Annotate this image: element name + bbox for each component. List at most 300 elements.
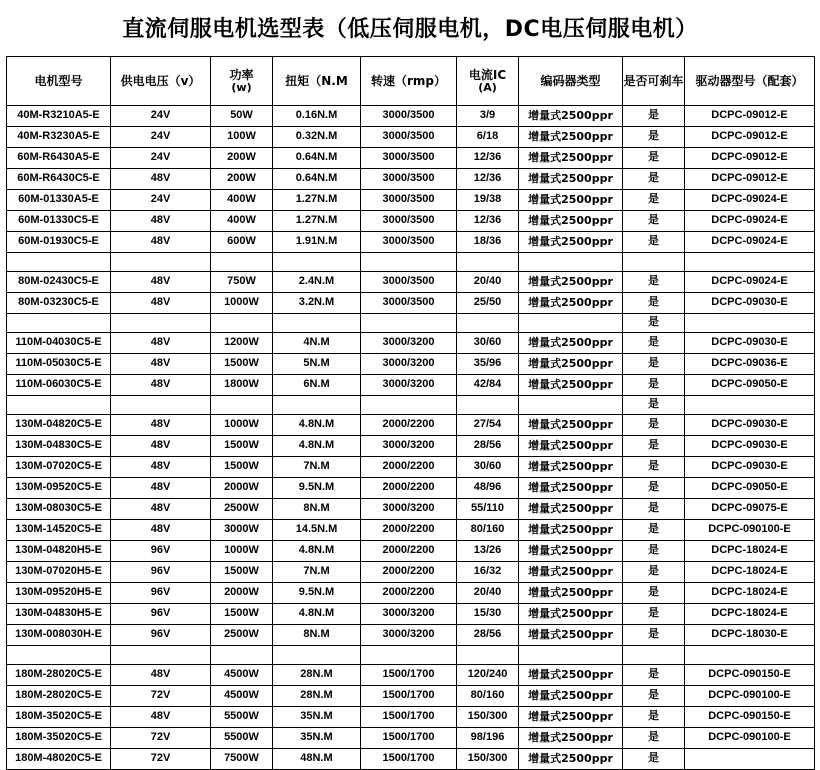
- cell-driver: DCPC-09075-E: [685, 499, 815, 520]
- cell-encoder: 增量式2500ppr: [519, 436, 623, 457]
- cell-model: 180M-35020C5-E: [7, 728, 111, 749]
- cell-speed: [361, 396, 457, 415]
- cell-encoder: 增量式2500ppr: [519, 707, 623, 728]
- cell-torque: 8N.M: [273, 499, 361, 520]
- cell-power: 2500W: [211, 625, 273, 646]
- cell-power: 2000W: [211, 583, 273, 604]
- cell-current: 35/96: [457, 354, 519, 375]
- cell-power: 2500W: [211, 499, 273, 520]
- cell-speed: 3000/3500: [361, 190, 457, 211]
- table-spacer-row: [7, 396, 815, 415]
- cell-speed: 3000/3500: [361, 293, 457, 314]
- column-header-speed: [361, 57, 457, 106]
- cell-voltage: 96V: [111, 541, 211, 562]
- cell-current: 28/56: [457, 436, 519, 457]
- cell-driver: DCPC-09012-E: [685, 148, 815, 169]
- cell-encoder: 增量式2500ppr: [519, 625, 623, 646]
- cell-encoder: 增量式2500ppr: [519, 665, 623, 686]
- cell-torque: 5N.M: [273, 354, 361, 375]
- table-row: [7, 415, 815, 436]
- cell-torque: 7N.M: [273, 562, 361, 583]
- cell-voltage: 48V: [111, 415, 211, 436]
- cell-torque: 8N.M: [273, 625, 361, 646]
- cell-driver: [685, 646, 815, 665]
- cell-encoder: 增量式2500ppr: [519, 232, 623, 253]
- cell-driver: DCPC-09030-E: [685, 415, 815, 436]
- motor-selection-table: [6, 56, 815, 770]
- cell-encoder: 增量式2500ppr: [519, 148, 623, 169]
- cell-voltage: 48V: [111, 457, 211, 478]
- cell-speed: 3000/3500: [361, 106, 457, 127]
- column-header-brake-main: 是否可刹车: [623, 73, 684, 88]
- cell-voltage: [111, 314, 211, 333]
- cell-voltage: 24V: [111, 127, 211, 148]
- cell-speed: [361, 314, 457, 333]
- column-header-model-main: 电机型号: [34, 73, 83, 88]
- cell-model: 130M-07020C5-E: [7, 457, 111, 478]
- table-spacer-row: [7, 314, 815, 333]
- cell-voltage: 48V: [111, 169, 211, 190]
- cell-power: 750W: [211, 272, 273, 293]
- cell-torque: 4.8N.M: [273, 604, 361, 625]
- cell-power: [211, 253, 273, 272]
- cell-brake: 是: [623, 169, 685, 190]
- cell-power: 200W: [211, 148, 273, 169]
- cell-current: 19/38: [457, 190, 519, 211]
- cell-power: 4500W: [211, 665, 273, 686]
- table-row: [7, 541, 815, 562]
- cell-driver: DCPC-09012-E: [685, 106, 815, 127]
- cell-model: 130M-09520H5-E: [7, 583, 111, 604]
- cell-power: [211, 396, 273, 415]
- cell-torque: [273, 314, 361, 333]
- cell-driver: DCPC-090100-E: [685, 686, 815, 707]
- cell-driver: [685, 314, 815, 333]
- table-header: [7, 57, 815, 106]
- cell-model: 130M-07020H5-E: [7, 562, 111, 583]
- cell-power: 400W: [211, 190, 273, 211]
- cell-driver: [685, 253, 815, 272]
- cell-brake: 是: [623, 314, 685, 333]
- cell-torque: 0.64N.M: [273, 148, 361, 169]
- cell-speed: [361, 253, 457, 272]
- table-header-row: [7, 57, 815, 106]
- cell-driver: [685, 749, 815, 770]
- cell-voltage: 48V: [111, 436, 211, 457]
- table-row: [7, 478, 815, 499]
- cell-speed: 1500/1700: [361, 749, 457, 770]
- cell-torque: 9.5N.M: [273, 478, 361, 499]
- cell-current: 80/160: [457, 686, 519, 707]
- cell-encoder: 增量式2500ppr: [519, 499, 623, 520]
- cell-encoder: 增量式2500ppr: [519, 333, 623, 354]
- cell-encoder: 增量式2500ppr: [519, 354, 623, 375]
- table-row: [7, 333, 815, 354]
- cell-current: 16/32: [457, 562, 519, 583]
- cell-speed: 3000/3200: [361, 375, 457, 396]
- cell-driver: DCPC-18024-E: [685, 562, 815, 583]
- column-header-voltage: [111, 57, 211, 106]
- table-spacer-row: [7, 253, 815, 272]
- cell-model: 130M-04830H5-E: [7, 604, 111, 625]
- cell-voltage: 96V: [111, 583, 211, 604]
- cell-power: 1500W: [211, 457, 273, 478]
- cell-driver: DCPC-09024-E: [685, 211, 815, 232]
- column-header-voltage-main: 供电电压（v）: [120, 73, 201, 88]
- cell-current: 30/60: [457, 333, 519, 354]
- cell-brake: 是: [623, 583, 685, 604]
- cell-current: 42/84: [457, 375, 519, 396]
- column-header-model: [7, 57, 111, 106]
- cell-power: 1500W: [211, 562, 273, 583]
- cell-model: 180M-28020C5-E: [7, 665, 111, 686]
- cell-torque: 4.8N.M: [273, 415, 361, 436]
- table-row: [7, 272, 815, 293]
- cell-driver: DCPC-09012-E: [685, 127, 815, 148]
- cell-brake: 是: [623, 354, 685, 375]
- column-header-torque-main: 扭矩（N.M: [285, 73, 348, 88]
- cell-current: 3/9: [457, 106, 519, 127]
- cell-driver: DCPC-18024-E: [685, 604, 815, 625]
- cell-power: 1200W: [211, 333, 273, 354]
- cell-power: 5500W: [211, 728, 273, 749]
- cell-power: 4500W: [211, 686, 273, 707]
- cell-torque: [273, 646, 361, 665]
- cell-speed: 1500/1700: [361, 707, 457, 728]
- cell-current: 150/300: [457, 749, 519, 770]
- cell-speed: 3000/3200: [361, 354, 457, 375]
- cell-power: 200W: [211, 169, 273, 190]
- cell-driver: DCPC-18030-E: [685, 625, 815, 646]
- cell-torque: 0.16N.M: [273, 106, 361, 127]
- cell-voltage: [111, 396, 211, 415]
- table-row: [7, 749, 815, 770]
- cell-current: 30/60: [457, 457, 519, 478]
- cell-brake: 是: [623, 106, 685, 127]
- cell-torque: 0.64N.M: [273, 169, 361, 190]
- cell-current: 98/196: [457, 728, 519, 749]
- cell-current: 12/36: [457, 148, 519, 169]
- cell-encoder: 增量式2500ppr: [519, 211, 623, 232]
- cell-speed: 1500/1700: [361, 728, 457, 749]
- cell-speed: 1500/1700: [361, 665, 457, 686]
- cell-speed: 2000/2200: [361, 415, 457, 436]
- table-row: [7, 232, 815, 253]
- cell-power: [211, 646, 273, 665]
- cell-model: 60M-01930C5-E: [7, 232, 111, 253]
- cell-current: 150/300: [457, 707, 519, 728]
- column-header-driver: [685, 57, 815, 106]
- column-header-encoder-main: 编码器类型: [540, 73, 601, 88]
- cell-brake: 是: [623, 478, 685, 499]
- cell-power: [211, 314, 273, 333]
- cell-driver: DCPC-18024-E: [685, 541, 815, 562]
- table-row: [7, 211, 815, 232]
- cell-brake: 是: [623, 148, 685, 169]
- cell-power: 1000W: [211, 293, 273, 314]
- cell-torque: 4.8N.M: [273, 436, 361, 457]
- cell-model: 110M-05030C5-E: [7, 354, 111, 375]
- cell-brake: 是: [623, 333, 685, 354]
- cell-voltage: 24V: [111, 190, 211, 211]
- cell-torque: 7N.M: [273, 457, 361, 478]
- cell-driver: DCPC-09030-E: [685, 293, 815, 314]
- cell-brake: 是: [623, 625, 685, 646]
- column-header-power-main: 功率: [229, 68, 254, 83]
- column-header-brake: [623, 57, 685, 106]
- cell-encoder: 增量式2500ppr: [519, 604, 623, 625]
- table-row: [7, 604, 815, 625]
- cell-voltage: 24V: [111, 106, 211, 127]
- cell-driver: DCPC-090100-E: [685, 728, 815, 749]
- cell-brake: 是: [623, 665, 685, 686]
- cell-brake: 是: [623, 707, 685, 728]
- cell-current: 12/36: [457, 211, 519, 232]
- cell-speed: 3000/3500: [361, 272, 457, 293]
- table-row: [7, 707, 815, 728]
- cell-driver: DCPC-18024-E: [685, 583, 815, 604]
- cell-encoder: [519, 253, 623, 272]
- cell-speed: 3000/3500: [361, 169, 457, 190]
- cell-model: 130M-008030H-E: [7, 625, 111, 646]
- table-row: [7, 457, 815, 478]
- table-row: [7, 520, 815, 541]
- column-header-torque: [273, 57, 361, 106]
- cell-model: 80M-03230C5-E: [7, 293, 111, 314]
- cell-power: 3000W: [211, 520, 273, 541]
- cell-torque: 35N.M: [273, 728, 361, 749]
- cell-encoder: 增量式2500ppr: [519, 272, 623, 293]
- cell-model: 130M-09520C5-E: [7, 478, 111, 499]
- cell-voltage: 48V: [111, 499, 211, 520]
- cell-encoder: 增量式2500ppr: [519, 375, 623, 396]
- cell-brake: 是: [623, 436, 685, 457]
- cell-brake: 是: [623, 604, 685, 625]
- cell-power: 7500W: [211, 749, 273, 770]
- cell-encoder: 增量式2500ppr: [519, 749, 623, 770]
- cell-model: 130M-04820H5-E: [7, 541, 111, 562]
- cell-current: [457, 253, 519, 272]
- cell-power: 1500W: [211, 354, 273, 375]
- column-header-current: [457, 57, 519, 106]
- cell-torque: 9.5N.M: [273, 583, 361, 604]
- cell-encoder: 增量式2500ppr: [519, 293, 623, 314]
- table-row: [7, 148, 815, 169]
- cell-speed: 2000/2200: [361, 583, 457, 604]
- cell-voltage: 96V: [111, 625, 211, 646]
- table-row: [7, 728, 815, 749]
- table-row: [7, 583, 815, 604]
- cell-current: 28/56: [457, 625, 519, 646]
- table-row: [7, 562, 815, 583]
- cell-encoder: 增量式2500ppr: [519, 728, 623, 749]
- cell-brake: 是: [623, 396, 685, 415]
- cell-driver: DCPC-09024-E: [685, 272, 815, 293]
- cell-speed: 3000/3200: [361, 604, 457, 625]
- cell-driver: DCPC-09030-E: [685, 457, 815, 478]
- cell-brake: 是: [623, 293, 685, 314]
- column-header-speed-main: 转速（rmp）: [370, 73, 446, 88]
- cell-model: [7, 253, 111, 272]
- cell-voltage: 48V: [111, 293, 211, 314]
- cell-voltage: 48V: [111, 354, 211, 375]
- cell-speed: 3000/3500: [361, 232, 457, 253]
- cell-model: 40M-R3210A5-E: [7, 106, 111, 127]
- cell-speed: 3000/3500: [361, 127, 457, 148]
- cell-model: 110M-06030C5-E: [7, 375, 111, 396]
- cell-torque: 28N.M: [273, 686, 361, 707]
- table-row: [7, 665, 815, 686]
- cell-voltage: 48V: [111, 665, 211, 686]
- table-body: [7, 106, 815, 770]
- cell-brake: 是: [623, 415, 685, 436]
- cell-model: 130M-08030C5-E: [7, 499, 111, 520]
- cell-encoder: 增量式2500ppr: [519, 415, 623, 436]
- column-header-driver-main: 驱动器型号（配套）: [695, 73, 804, 88]
- cell-voltage: [111, 646, 211, 665]
- cell-current: 20/40: [457, 272, 519, 293]
- cell-encoder: 增量式2500ppr: [519, 686, 623, 707]
- cell-model: [7, 646, 111, 665]
- cell-driver: DCPC-09036-E: [685, 354, 815, 375]
- cell-voltage: 48V: [111, 707, 211, 728]
- cell-current: 55/110: [457, 499, 519, 520]
- cell-brake: 是: [623, 541, 685, 562]
- cell-speed: 3000/3200: [361, 333, 457, 354]
- cell-voltage: 72V: [111, 686, 211, 707]
- cell-brake: 是: [623, 232, 685, 253]
- cell-torque: 35N.M: [273, 707, 361, 728]
- cell-driver: DCPC-09050-E: [685, 478, 815, 499]
- page-title: 直流伺服电机选型表（低压伺服电机，DC电压伺服电机）: [122, 17, 698, 42]
- cell-speed: 3000/3200: [361, 625, 457, 646]
- cell-driver: DCPC-09024-E: [685, 190, 815, 211]
- cell-encoder: [519, 314, 623, 333]
- cell-driver: DCPC-09012-E: [685, 169, 815, 190]
- cell-current: [457, 646, 519, 665]
- cell-current: 13/26: [457, 541, 519, 562]
- cell-current: 18/36: [457, 232, 519, 253]
- cell-model: 110M-04030C5-E: [7, 333, 111, 354]
- cell-speed: 2000/2200: [361, 562, 457, 583]
- table-row: [7, 293, 815, 314]
- cell-driver: DCPC-090150-E: [685, 665, 815, 686]
- cell-voltage: 72V: [111, 728, 211, 749]
- cell-power: 1000W: [211, 415, 273, 436]
- cell-encoder: [519, 646, 623, 665]
- cell-speed: [361, 646, 457, 665]
- cell-model: 80M-02430C5-E: [7, 272, 111, 293]
- column-header-power: [211, 57, 273, 106]
- cell-driver: DCPC-09030-E: [685, 333, 815, 354]
- table-row: [7, 499, 815, 520]
- cell-voltage: 48V: [111, 211, 211, 232]
- cell-power: 1800W: [211, 375, 273, 396]
- table-row: [7, 106, 815, 127]
- cell-encoder: 增量式2500ppr: [519, 541, 623, 562]
- cell-model: 180M-48020C5-E: [7, 749, 111, 770]
- cell-brake: 是: [623, 520, 685, 541]
- cell-torque: 4.8N.M: [273, 541, 361, 562]
- cell-current: 27/54: [457, 415, 519, 436]
- cell-current: [457, 314, 519, 333]
- cell-torque: 28N.M: [273, 665, 361, 686]
- cell-brake: 是: [623, 749, 685, 770]
- cell-speed: 2000/2200: [361, 541, 457, 562]
- table-row: [7, 190, 815, 211]
- cell-current: 120/240: [457, 665, 519, 686]
- cell-encoder: 增量式2500ppr: [519, 583, 623, 604]
- cell-power: 1000W: [211, 541, 273, 562]
- cell-current: 6/18: [457, 127, 519, 148]
- cell-speed: 3000/3500: [361, 148, 457, 169]
- cell-speed: 2000/2200: [361, 520, 457, 541]
- cell-power: 2000W: [211, 478, 273, 499]
- cell-encoder: [519, 396, 623, 415]
- cell-brake: 是: [623, 457, 685, 478]
- cell-model: 60M-R6430C5-E: [7, 169, 111, 190]
- cell-model: 40M-R3230A5-E: [7, 127, 111, 148]
- column-header-current-main: 电流IC: [468, 68, 507, 83]
- cell-driver: [685, 396, 815, 415]
- cell-torque: 1.91N.M: [273, 232, 361, 253]
- cell-encoder: 增量式2500ppr: [519, 562, 623, 583]
- cell-model: 180M-35020C5-E: [7, 707, 111, 728]
- cell-voltage: 96V: [111, 562, 211, 583]
- cell-current: 20/40: [457, 583, 519, 604]
- cell-torque: 1.27N.M: [273, 190, 361, 211]
- cell-voltage: 48V: [111, 478, 211, 499]
- cell-voltage: 96V: [111, 604, 211, 625]
- cell-driver: DCPC-09030-E: [685, 436, 815, 457]
- cell-power: 600W: [211, 232, 273, 253]
- cell-model: 130M-04830C5-E: [7, 436, 111, 457]
- cell-current: 48/96: [457, 478, 519, 499]
- cell-current: 25/50: [457, 293, 519, 314]
- cell-model: 60M-01330C5-E: [7, 211, 111, 232]
- table-row: [7, 127, 815, 148]
- cell-model: 130M-04820C5-E: [7, 415, 111, 436]
- table-spacer-row: [7, 646, 815, 665]
- column-header-encoder: [519, 57, 623, 106]
- cell-power: 1500W: [211, 436, 273, 457]
- table-row: [7, 375, 815, 396]
- cell-power: 50W: [211, 106, 273, 127]
- cell-brake: 是: [623, 127, 685, 148]
- column-header-power-sub: (w): [231, 80, 252, 94]
- cell-torque: 2.4N.M: [273, 272, 361, 293]
- cell-driver: DCPC-090150-E: [685, 707, 815, 728]
- cell-speed: 1500/1700: [361, 686, 457, 707]
- cell-encoder: 增量式2500ppr: [519, 127, 623, 148]
- cell-model: 60M-01330A5-E: [7, 190, 111, 211]
- cell-current: 80/160: [457, 520, 519, 541]
- cell-voltage: 48V: [111, 272, 211, 293]
- cell-brake: 是: [623, 211, 685, 232]
- table-row: [7, 686, 815, 707]
- cell-voltage: 48V: [111, 375, 211, 396]
- cell-model: [7, 314, 111, 333]
- table-row: [7, 354, 815, 375]
- cell-speed: 2000/2200: [361, 457, 457, 478]
- cell-voltage: 48V: [111, 232, 211, 253]
- cell-brake: 是: [623, 375, 685, 396]
- table-row: [7, 169, 815, 190]
- cell-speed: 3000/3200: [361, 499, 457, 520]
- cell-power: 1500W: [211, 604, 273, 625]
- cell-brake: 是: [623, 686, 685, 707]
- cell-current: 15/30: [457, 604, 519, 625]
